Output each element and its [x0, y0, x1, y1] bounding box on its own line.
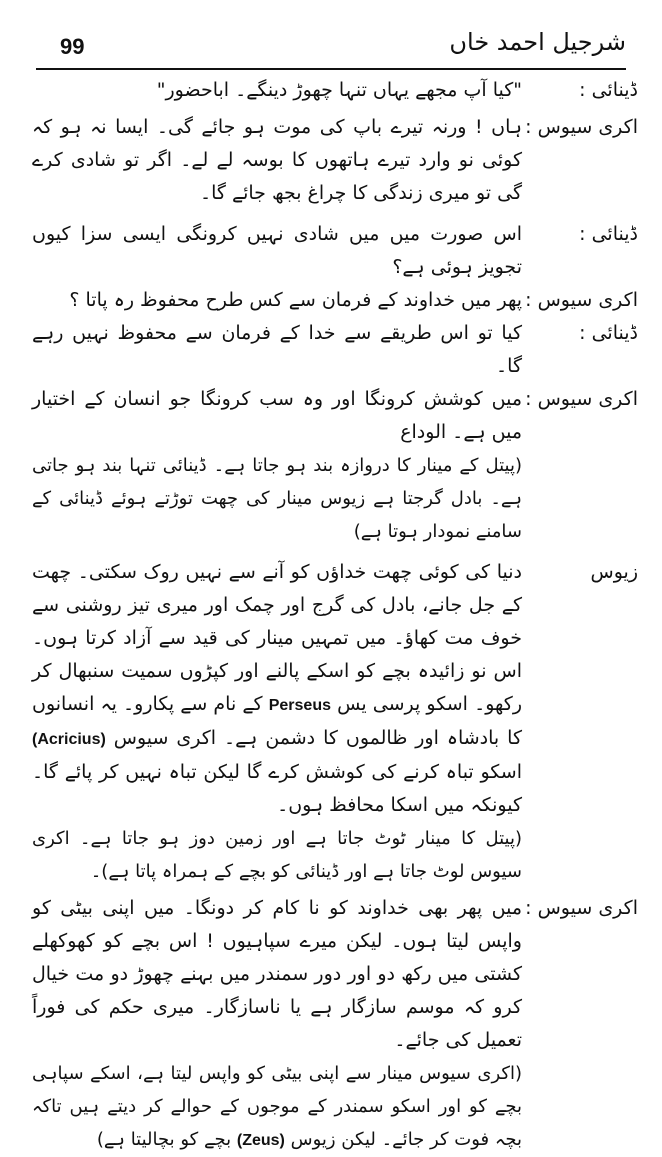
- dialogue-line: [32, 218, 638, 284]
- speaker-name: ڈینائی :: [579, 322, 638, 344]
- dialogue-line: [32, 317, 638, 383]
- stage-text-part: (اکری سیوس مینار سے اپنی بیٹی کو واپس لیتا ہے، اسکے سپاہی بچے کو اور اسکو سمندر کے موجوں کے حوالے کر دیتے ہیں تاکہ بچہ فوت کر جائے۔ لیکن زیوس: [32, 1063, 522, 1150]
- latin-name: (Acricius): [32, 731, 106, 748]
- speaker-name: ڈینائی :: [579, 79, 638, 101]
- dialogue-line: [32, 74, 638, 107]
- speech-text: میں کوشش کرونگا اور وہ سب کرونگا جو انسان کے اختیار میں ہے۔ الوداع: [32, 388, 522, 443]
- stage-text-part: بچے کو بچالیتا ہے): [96, 1129, 232, 1150]
- stage-direction: [32, 1057, 638, 1157]
- dialogue-line: [32, 892, 638, 1057]
- speech-text: "کیا آپ مجھے یہاں تنہا چھوڑ دینگے۔ اباحضور": [156, 79, 522, 101]
- speaker-name: اکری سیوس :: [525, 388, 638, 410]
- speaker-name: اکری سیوس :: [525, 116, 638, 138]
- speaker-name: اکری سیوس :: [525, 289, 638, 311]
- speaker-name: اکری سیوس :: [525, 897, 638, 919]
- speech-text: میں پھر بھی خداوند کو نا کام کر دونگا۔ میں اپنی بیٹی کو واپس لیتا ہوں۔ لیکن میرے سپاہیوں ! اس بچے کو کھوکھلے کشتی میں رکھ دو اور دور سمندر میں بہنے چھوڑ دو مت خیال کرو کہ موسم سازگار ہے یا ناسازگار۔ میری حکم کی فوراً تعمیل کی جائے۔: [32, 897, 522, 1051]
- page-header: [36, 18, 626, 70]
- speech-text: [32, 556, 528, 822]
- speech-text-part: دنیا کی کوئی چھت خداؤں کو آنے سے نہیں روک سکتی۔ چھت کے جل جانے، بادل کی گرج اور چمک اور میری تیز روشنی سے خوف مت کھاؤ۔ میں تمہیں مینار کی قید سے آزاد کرتا ہوں۔ اس نو زائیدہ بچے کو اسکے پالنے اور کپڑوں سمیت سنبھال کر رکھو۔ اسکو پرسی یس: [32, 561, 522, 715]
- dialogue-line: [32, 383, 638, 449]
- speech-text: ہاں ! ورنہ تیرے باپ کی موت ہو جائے گی۔ ایسا نہ ہو کہ کوئی نو وارد تیرے ہاتھوں کا بوسہ لے لے۔ اگر تو شادی کرے گی تو میری زندگی کا چراغ بجھ جائے گا۔: [32, 116, 522, 204]
- speech-text-part: کے نام سے پکارو۔ یہ انسانوں کا بادشاہ اور ظالموں کا دشمن ہے۔ اکری سیوس: [32, 693, 522, 749]
- page-body: [32, 74, 638, 1150]
- latin-name: (Zeus): [236, 1132, 285, 1149]
- stage-direction: (پیتل کا مینار ٹوٹ جاتا ہے اور زمین دوز ہو جاتا ہے۔ اکری سیوس لوٹ جاتا ہے اور ڈینائی کو بچے کے ہمراہ پاتا ہے)۔: [32, 828, 522, 882]
- latin-name: Perseus: [268, 697, 331, 714]
- speech-text: پھر میں خداوند کے فرمان سے کس طرح محفوظ رہ پاتا ؟: [69, 289, 522, 311]
- dialogue-line: [32, 556, 638, 822]
- stage-direction: (پیتل کے مینار کا دروازہ بند ہو جاتا ہے۔ ڈینائی تنہا بند ہو جاتی ہے۔ بادل گرجتا ہے زیوس مینار کی چھت توڑتے ہوئے ڈینائی کے سامنے نمودار ہوتا ہے): [32, 455, 522, 542]
- speaker-name: زیوس: [590, 561, 638, 583]
- speech-text-part: اسکو تباہ کرنے کی کوشش کرے گا لیکن تباہ نہیں کر پائے گا۔ کیونکہ میں اسکا محافظ ہوں۔: [32, 761, 522, 816]
- dialogue-line: [32, 284, 638, 317]
- dialogue-line: [32, 111, 638, 210]
- speech-text: اس صورت میں میں شادی نہیں کرونگی ایسی سزا کیوں تجویز ہوئی ہے؟: [32, 223, 522, 278]
- speech-text: کیا تو اس طریقے سے خدا کے فرمان سے محفوظ نہیں رہے گا۔: [32, 322, 522, 377]
- page-number: 99: [60, 34, 85, 59]
- book-title: شرجیل احمد خاں: [449, 28, 626, 56]
- speaker-name: ڈینائی :: [579, 223, 638, 245]
